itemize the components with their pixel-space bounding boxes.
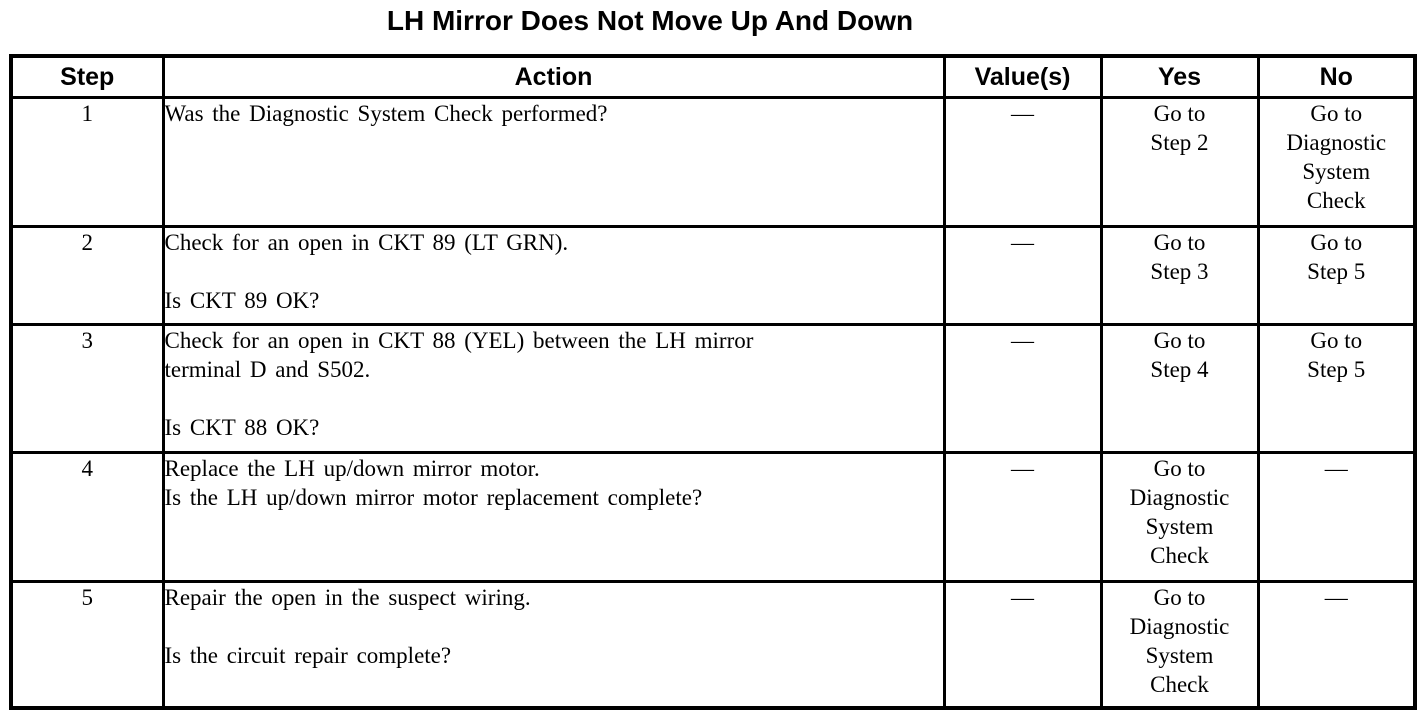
yes-cell — [1101, 325, 1258, 453]
page-title: LH Mirror Does Not Move Up And Down — [386, 5, 914, 36]
yes-text: Go to — [1153, 230, 1206, 255]
step-number: 3 — [11, 325, 163, 453]
action-text: Is CKT 89 OK? — [164, 288, 320, 313]
no-text: Go to — [1310, 328, 1363, 353]
header-step: Step — [11, 56, 163, 98]
header-no: No — [1258, 56, 1415, 98]
diagnostic-table — [9, 54, 1417, 710]
action-text: Repair the open in the suspect wiring. — [164, 585, 531, 610]
no-text: Diagnostic — [1286, 130, 1387, 155]
step-number: 2 — [11, 227, 163, 325]
step-number: 1 — [11, 98, 163, 227]
action-cell — [163, 453, 944, 582]
yes-cell — [1101, 227, 1258, 325]
value-cell: — — [944, 227, 1101, 325]
table-row — [11, 453, 1415, 582]
yes-text: Go to — [1153, 101, 1206, 126]
yes-text: Step 2 — [1150, 130, 1209, 155]
yes-text: System — [1145, 514, 1214, 539]
step-number: 5 — [11, 582, 163, 708]
yes-cell — [1101, 98, 1258, 227]
yes-text: Diagnostic — [1129, 485, 1230, 510]
action-text: Is CKT 88 OK? — [164, 415, 320, 440]
spacer — [165, 257, 943, 286]
no-text: Go to — [1310, 230, 1363, 255]
action-text: Is the LH up/down mirror motor replacement complete? — [164, 485, 703, 510]
no-text: Check — [1306, 188, 1366, 213]
header-action: Action — [163, 56, 944, 98]
action-text: Was the Diagnostic System Check performed? — [164, 101, 608, 126]
no-cell — [1258, 325, 1415, 453]
no-cell: — — [1258, 582, 1415, 708]
yes-text: Diagnostic — [1129, 614, 1230, 639]
no-cell — [1258, 98, 1415, 227]
table-row — [11, 325, 1415, 453]
action-text: Replace the LH up/down mirror motor. — [164, 456, 540, 481]
action-text: Is the circuit repair complete? — [164, 643, 452, 668]
no-text: System — [1302, 159, 1371, 184]
no-text: Step 5 — [1307, 357, 1366, 382]
action-cell — [163, 227, 944, 325]
action-text: Check for an open in CKT 88 (YEL) between the LH mirror — [164, 328, 754, 353]
table-row — [11, 227, 1415, 325]
yes-cell — [1101, 582, 1258, 708]
value-cell: — — [944, 98, 1101, 227]
yes-text: Step 3 — [1150, 259, 1209, 284]
yes-text: Check — [1150, 672, 1209, 697]
action-text: terminal D and S502. — [164, 357, 371, 382]
no-cell: — — [1258, 453, 1415, 582]
yes-text: Go to — [1153, 328, 1206, 353]
yes-cell — [1101, 453, 1258, 582]
header-yes: Yes — [1101, 56, 1258, 98]
header-values: Value(s) — [944, 56, 1101, 98]
value-cell: — — [944, 325, 1101, 453]
yes-text: Go to — [1153, 456, 1206, 481]
action-text: Check for an open in CKT 89 (LT GRN). — [164, 230, 569, 255]
action-cell — [163, 582, 944, 708]
yes-text: Step 4 — [1150, 357, 1209, 382]
action-cell — [163, 98, 944, 227]
yes-text: Check — [1150, 543, 1209, 568]
header-row — [11, 56, 1415, 98]
table-row — [11, 582, 1415, 708]
table-row — [11, 98, 1415, 227]
step-number: 4 — [11, 453, 163, 582]
value-cell: — — [944, 453, 1101, 582]
yes-text: Go to — [1153, 585, 1206, 610]
action-cell — [163, 325, 944, 453]
spacer — [165, 612, 943, 641]
spacer — [165, 384, 943, 413]
no-text: Go to — [1310, 101, 1363, 126]
yes-text: System — [1145, 643, 1214, 668]
no-cell — [1258, 227, 1415, 325]
no-text: Step 5 — [1307, 259, 1366, 284]
value-cell: — — [944, 582, 1101, 708]
